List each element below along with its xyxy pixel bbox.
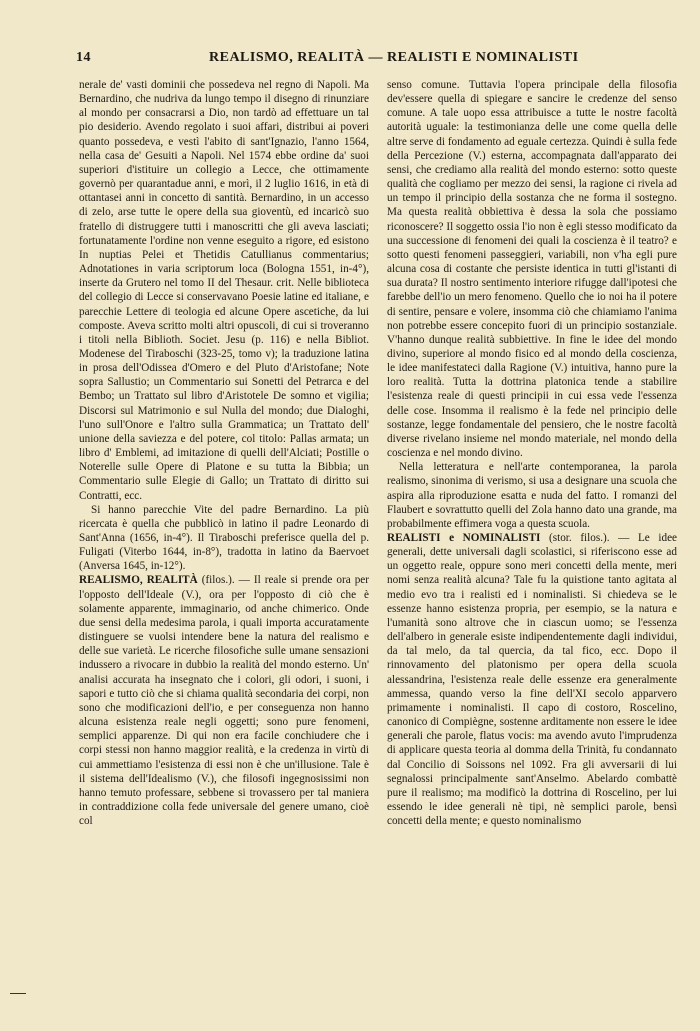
right-column — [387, 78, 677, 828]
paragraph: Nella letteratura e nell'arte contemporanea, la parola realismo, sinonima di verismo, si usa a designare una scuola che aspira alla riproduzione esatta e nuda del fatto. I romanzi del Flaubert e sovrattutto quelli del Zola hanno dato una grande, ma probabilmente effimera voga a questa scuola. — [387, 461, 677, 530]
paragraph: senso comune. Tuttavia l'opera principale della filosofia dev'essere quella di spiegare e sancire le credenze del senso comune. A tale uopo essa attribuisce a tutte le nostre facoltà autorità uguale: la testimonianza delle une come quella delle altre serve di fondamento ad eguale certezza. Quindi è sulla fede della Percezione (V.) esterna, accompagnata dall'apparato dei sensi, che crediamo alla realità del mondo esterno: sotto queste qualità che cogliamo per mezzo dei sensi, la ragione ci rivela ad un tempo il principio della sostanza che ne forma il sostegno. Ma questa realità obbiettiva è dessa la sola che possiamo riconoscere? Il soggetto ossia l'io non è egli stesso modificato da una successione di fenomeni dei quali la coscienza è il teatro? e sotto questi fenomeni passeggieri, variabili, non v'ha egli pure alcuna cosa di costante che persiste identica in tutti gl'istanti di sua durata? Il nostro sentimento interiore rifugge dall'ipotesi che farebbe dell'io un mero fenomeno. Quello che io noi ha il potere di sentire, pensare e volere, insomma ciò che chiamiamo l'anima non potrebbe essere concepito fuori di un principio sostanziale. V'hanno dunque realità subbiettive. In fine le idee del mondo divino, superiore al mondo fisico ed al mondo della coscienza, le idee manifestateci dalla Ragione (V.) intuitiva, hanno pure la loro realità. Tutta la dottrina platonica tende a stabilire l'esistenza reale di questi principii in cui essa vede l'essenza delle cose. Insomma il realismo è la fede nel principio delle sostanze, legge fondamentale del pensiero, che le nostre facoltà diverse rivelano insieme nel mondo materiale, nel mondo della coscienza e nel mondo divino. — [387, 79, 677, 460]
entry-heading: REALISTI e NOMINALISTI — [387, 532, 541, 544]
paragraph: Si hanno parecchie Vite del padre Bernardino. La più ricercata è quella che pubblicò in latino il padre Leonardo di Sant'Anna (1656, in-4°). Il Tiraboschi preferisce quella del p. Fuligati (Viterbo 1644, in-8°), tradotta in latino da Baervoet (Anversa 1645, in-12°). — [79, 503, 369, 573]
paragraph: nerale de' vasti dominii che possedeva nel regno di Napoli. Ma Bernardino, che nudriva da lungo tempo il disegno di rinunziare al mondo per consacrarsi a Dio, non tardò ad effettuare un tal pio desiderio. Avendo regolato i suoi affari, distribui ai poveri quanto possedeva, e vestì l'abito di sant'Ignazio, l'anno 1564, nella casa de' Gesuiti a Napoli. Nel 1574 ebbe ordine da' suoi superiori d'istituire un collegio a Lecce, che ottimamente governò per quarantadue anni, e morì, il 2 luglio 1616, in età di ottantasei anni in concetto di santità. Bernardino, in un accesso di zelo, arse tutte le opere della sua gioventù, ed incaricò suo fratello di distruggere tutti i manoscritti che gli aveva lasciati; fortunatamente l'ordine non venne eseguito a rigore, ed esistono In nuptias Pelei et Thetidis Catullianus commentarius; Adnotationes in varia scriptorum loca (Bologna 1551, in-4°), inserte da Grutero nel tomo II del Thesaur. crit. Nelle biblioteca del collegio di Lecce si conservavano Poesie latine ed italiane, e parecchie Lettere di teologia ed alcune Opere ascetiche, da lui composte. Aveva scritto molti altri opuscoli, di cui si troveranno i titoli nella Biblioth. Societ. Jesu (p. 116) e nella Bibliot. Modenese del Tiraboschi (323-25, tomo v); la traduzione latina in prosa dell'Odissea d'Omero e del Pluto d'Aristofane; Note sopra Sallustio; un Commentario sui Sonetti del Petrarca e del Bembo; un Trattato sul libro d'Aristotele De somno et vigilia; Discorsi sul Matrimonio e sul Nulla del mondo; due Dialoghi, l'uno sull'Onore e l'altro sulla Grammatica; un Trattato dell' unione della saviezza e del potere, col titolo: Pallas armata; un libro d' Emblemi, ad imitazione di quelli dell'Alciati; Postille o Noterelle sulle Opere di Platone e su tutta la Bibbia; un Commentario sulle Elegie di Gallo; un Trattato di diritto sui Contratti, ecc. — [79, 79, 369, 502]
left-column — [79, 78, 369, 828]
page-header — [76, 50, 680, 68]
entry-paragraph — [79, 573, 369, 828]
entry-text: (filos.). — Il reale si prende ora per l'opposto dell'Ideale (V.), ora per l'opposto di ciò che è solamente apparente, immaginario, od anche chimerico. Onde due sensi della medesima parola, i quali importa accuratamente distinguere se vuolsi intendere bene la natura del realismo e delle sue varietà. Le ricerche filosofiche sulle umane sensazioni indussero a rivocare in dubbio la realità del mondo esterno. Un' analisi accurata ha insegnato che i colori, gli odori, i suoni, i sapori e tutto ciò che si chiama qualità secondaria dei corpi, non sono che modificazioni dell'io, e per conseguenza non hanno alcuna esistenza reale negli oggetti; sono pure fenomeni, semplici apparenze. Di qui non era facile conchiudere che i corpi stessi non hanno maggior realità, e la credenza in virtù di cui ammettiamo l'esistenza di essi non è che un'illusione. Tale è il sistema dell'Idealismo (V.), che filosofi ingegnosissimi non hanno temuto professare, sebbene si trovassero per tal maniera in contraddizione colla fede universale del genere umano, cioè col — [79, 574, 369, 828]
margin-mark — [10, 993, 26, 994]
running-head: REALISMO, REALITÀ — REALISTI E NOMINALISTI — [209, 50, 579, 65]
page-number: 14 — [76, 50, 91, 65]
entry-paragraph — [387, 531, 677, 828]
entry-text: (stor. filos.). — Le idee generali, dette universali dagli scolastici, si riferiscono esse ad un oggetto reale, oppure sono meri concetti della mente, meri nomi senza realità alcuna? Tale fu la quistione tanto agitata al medio evo tra i realisti ed i nominalisti. Si chiedeva se le essenze hanno esistenza propria, per esempio, se la natura e l'umanità sono altrove che in ciascun uomo; se l'essenza dell'albero in generale esiste indipendentemente dagli individui, da tal melo, da tal quercia, da tal fico, ecc. Dopo il rinnovamento del platonismo per opera della scuola alessandrina, l'esistenza reale delle essenze era generalmente ammessa, quando verso la fine dell'XI secolo apparvero primamente i nominalisti. Il capo di costoro, Roscelino, canonico di Compiègne, sostenne arditamente non essere le idee generali che parole, flatus vocis: ma avendo avuto l'imprudenza di applicare questa teoria al domma della Trinità, fu condannato dal Concilio di Soissons nel 1092. Fra gli avversarii di lui segnalossi principalmente sant'Anselmo. Abelardo combattè pure il realismo; ma modificò la dottrina di Roscelino, per lui essendo le idee generali nè tipi, nè semplici parole, bensì concetti della mente; e questo nominalismo — [387, 532, 678, 828]
entry-heading: REALISMO, REALITÀ — [79, 574, 198, 587]
